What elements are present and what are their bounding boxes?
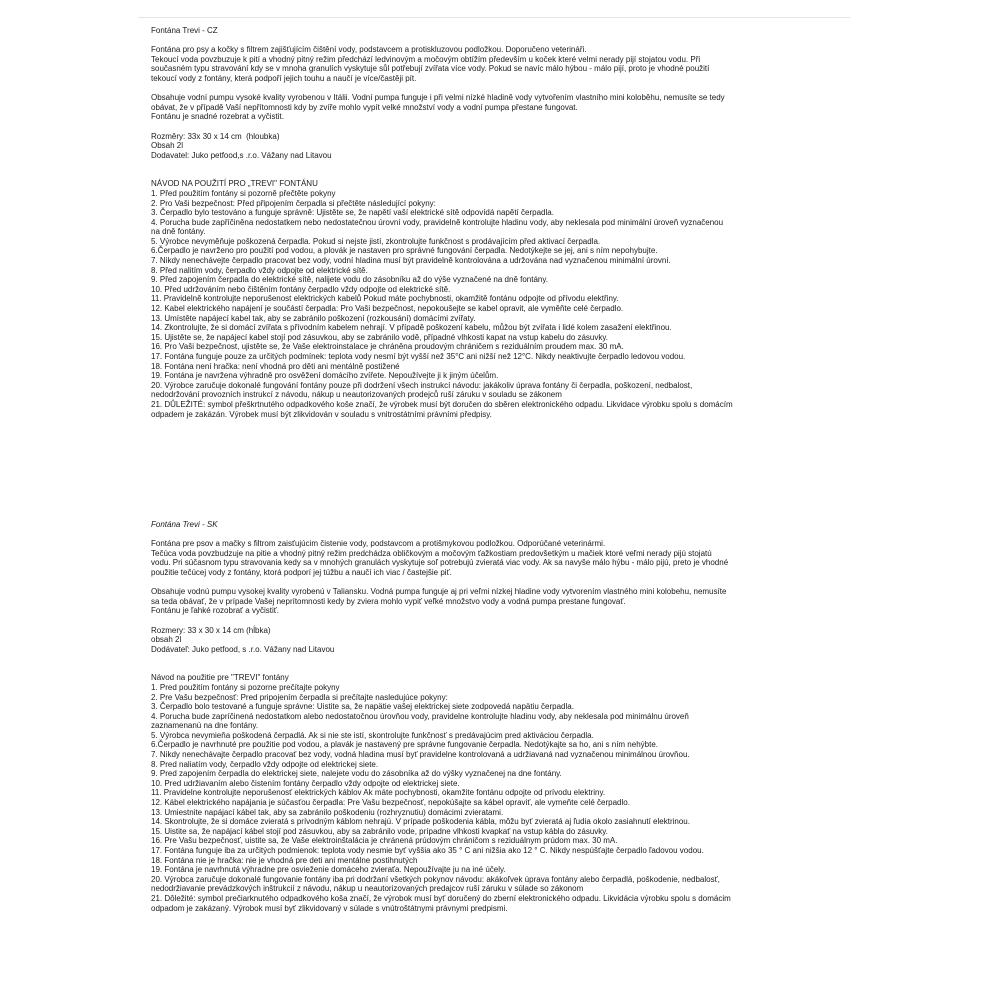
cz-title: Fontána Trevi - CZ [151,26,218,35]
list-item: 6.Čerpadlo je navrženo pro použití pod vodou, a plovák je nastaven pro správné fungování čerpadla. Nedotýkejte se jej, ani s ním nepohybujte. [151,246,658,256]
list-item: 21. Dôležité: symbol prečiarknutého odpadkového koša značí, že výrobok musí byť doručený do zberní elektronického odpadu. Likvidácia výrobku spolu s domácim [151,893,731,903]
list-item: nedodržiavanie prevádzkových inštrukcií z návodu, nákup u neautorizovaných predajcov ruší záruku v súlade so zákonom [151,884,584,894]
cz-manual [151,179,841,419]
list-item: 11. Pravidelně kontrolujte neporušenost elektrických kabelů Pokud máte pochybnosti, okamžitě fontánu odpojte od přívodu elektřiny. [151,294,619,304]
spacer [151,578,841,588]
text-line: Dodavatel: Juko petfood,s .r.o. Vážany nad Litavou [151,150,332,160]
list-item: zaznamenanú na dne fontány. [151,721,259,731]
list-item: 7. Nikdy nenechávejte čerpadlo pracovat bez vody, vodní hladina musí být pravidelně kontrolována a udržována nad vyznačenou minimální úrovní. [151,256,671,266]
sk-pump [151,587,841,616]
list-item: 1. Pred použitím fontány si pozorne prečítajte pokyny [151,682,340,692]
cz-pump [151,93,841,122]
list-item: 21. DŮLEŽITÉ: symbol přeškrtnutého odpadkového koše značí, že výrobek musí být doručen do sběren elektronického odpadu. Likvidace výrobku spolu s domácím [151,399,733,409]
list-item: 14. Skontrolujte, že si domáce zvieratá s prívodným káblom nehrajú. V prípade poškodenia kábla, môžu byť zvieratá aj ľudia okolo zasiahnutí elektrinou. [151,817,690,827]
list-item: 18. Fontána nie je hračka: nie je vhodná pre deti ani mentálne postihnutých [151,855,418,865]
list-item: 9. Před zapojením čerpadla do elektrické sítě, nalijete vodu do zásobníku až do výše vyznačené na dně fontány. [151,275,548,285]
list-item: 10. Pred udržiavaním alebo čistením fontány čerpadlo vždy odpojte od elektrickej siete. [151,778,460,788]
list-item: 16. Pre Vašu bezpečnosť, uistite sa, že Vaše elektroinštalácia je chránená prúdovým chráničom s reziduálnym prúdom max. 30 mA. [151,836,618,846]
text-line: vodu. Pri súčasnom typu stravovania kedy sa v mnohých granulách vyskytuje soľ potrebujú zvieratá viac vody. Ak sa navyše málo hýbu - málo pijú, preto je vhodné [151,558,729,568]
list-item: 20. Výrobca zaručuje dokonalé fungovanie fontány iba pri dodržaní všetkých pokynov návodu: akákoľvek úprava fontány alebo čerpadlá, poškodenie, nedbalosť, [151,874,720,884]
list-item: 10. Před udržováním nebo čištěním fontány čerpadlo vždy odpojte od elektrické sítě. [151,284,451,294]
list-item: 17. Fontána funguje iba za určitých podmienok: teplota vody nesmie byť vyššia ako 35 ° C ani nižšia ako 12 ° C. Nikdy nespúšťajte čerpadlo ľadovou vodou. [151,846,704,855]
section-cz [151,26,841,419]
sk-manual-title: Návod na použitie pre "TREVI" fontány [151,673,289,683]
cz-manual-title: NÁVOD NA POUŽITÍ PRO „TREVI" FONTÁNU [151,179,318,189]
list-item: 19. Fontána je navržena výhradně pro osvěžení domácího zvířete. Nepoužívejte ji k jiným účelům. [151,371,499,381]
list-item: 8. Před nalitím vody, čerpadlo vždy odpojte od elektrické sítě. [151,265,368,275]
spacer [151,84,841,94]
list-item: 18. Fontána není hračka: není vhodná pro děti ani mentálně postižené [151,361,400,371]
list-item: 4. Porucha bude zapríčinená nedostatkom alebo nedostatočnou úrovňou vody, pravidelne kontrolujte hladinu vody, aby neklesala pod minimálnu úroveň [151,711,689,721]
list-item: 15. Uistite sa, že napájací kábel stojí pod zásuvkou, aby sa zabránilo vode, prípadne vlhkosti kvapkať na vstup kábla do zásuvky. [151,826,608,836]
list-item: 3. Čerpadlo bolo testované a funguje správne: Uistite sa, že napätie vašej elektrickej siete zodpovedá napätiu čerpadla. [151,702,574,712]
text-line: Fontána pro psy a kočky s filtrem zajišťujícím čištění vody, podstavcem a protiskluzovou podložkou. Doporučeno veterináři. [151,45,587,55]
list-item: na dně fontány. [151,227,206,237]
list-item: nedodržování provozních instrukcí z návodu, nákup u neautorizovaných prodejců ruší záruku v souladu se zákonem [151,390,562,400]
list-item: 5. Výrobca nevymieňa poškodená čerpadlá. Ak si nie ste istí, skontrolujte funkčnosť s predávajúcim pred aktiváciou čerpadla. [151,730,594,740]
spacer [151,654,841,673]
text-line: Rozměry: 33x 30 x 14 cm (hloubka) [151,131,280,141]
text-line: Obsahuje vodnú pumpu vysokej kvality vyrobenú v Taliansku. Vodná pumpa funguje aj pri veľmi nízkej hladine vody vytvorením vlastného mini kolobehu, nemusíte [151,587,727,597]
cz-specs [151,132,841,161]
spacer [151,160,841,179]
list-item: 1. Před použitím fontány si pozorně přečtěte pokyny [151,188,336,198]
text-line: Tekoucí voda povzbuzuje k pití a vhodný pitný režim předchází ledvinovým a močovým obtížím především u koček které velmi nerady pijí stojatou vodu. Při [151,54,701,64]
text-line: Fontána pre psov a mačky s filtrom zaisťujúcim čistenie vody, podstavcom a protišmykovou podložkou. Odporúčané veterinármi. [151,539,606,549]
list-item: 17. Fontána funguje pouze za určitých podmínek: teplota vody nesmí být vyšší než 35°C ani nižší než 12°C. Nikdy neaktivujte čerpadlo ledovou vodou. [151,352,686,361]
spacer [151,530,841,540]
list-item: 13. Umiestnite napájací kábel tak, aby sa zabránilo poškodeniu (rozhryznutiu) domácimi zvieratami. [151,807,504,817]
text-line: obávat, že v případě Vaší nepřítomnosti kdy by zvíře mohlo vypít velké množství vody a vodní pumpa přestane fungovat. [151,102,578,112]
sk-manual [151,673,841,913]
text-line: Rozmery: 33 x 30 x 14 cm (hĺbka) [151,625,271,635]
spacer [151,36,841,46]
list-item: 15. Ujistěte se, že napájecí kabel stojí pod zásuvkou, aby se zabránilo vodě, případné vlhkosti kapat na vstup kabelu do zásuvky. [151,332,609,342]
list-item: 16. Pro Vaši bezpečnost, ujistěte se, že Vaše elektroinstalace je chráněna proudovým chráničem s reziduálním proudem max. 30 mA. [151,342,624,352]
list-item: 14. Zkontrolujte, že si domácí zvířata s přívodním kabelem nehrají. V případě poškození kabelu, můžou být zvířata i lidé kolem zasažení elektřinou. [151,323,672,333]
list-item: 2. Pro Vaši bezpečnost: Před připojením čerpadla si přečtěte následující pokyny: [151,198,436,208]
sk-title: Fontána Trevi - SK [151,520,218,529]
list-item: 2. Pre Vašu bezpečnosť: Pred pripojením čerpadla si prečítajte nasledujúce pokyny: [151,692,448,702]
list-item: 7. Nikdy nenechávajte čerpadlo pracovať bez vody, vodná hladina musí byť pravidelne kontrolovaná a udržiavaná nad vyznačenou minimálnou úrovňou. [151,750,690,760]
list-item: 4. Porucha bude zapříčiněna nedostatkem nebo nedostatečnou úrovní vody, pravidelně kontrolujte hladinu vody, aby neklesala pod minimální úroveň vyznačenou [151,217,724,227]
list-item: 11. Pravidelne kontrolujte neporušenosť elektrických káblov Ak máte pochybnosti, okamžite fontánu odpojte od prívodu elektriny. [151,788,606,798]
list-item: 6.Čerpadlo je navrhnuté pre použitie pod vodou, a plavák je nastavený pre správne fungovanie čerpadla. Nedotýkajte sa ho, ani s ním nehýbte. [151,740,658,750]
text-line: sa teda obávať, že v prípade Vašej neprítomnosti kedy by zviera mohlo vypiť veľké množstvo vody a vodná pumpa prestane fungovať. [151,596,626,606]
text-line: Fontánu je snadné rozebrat a vyčistit. [151,112,284,122]
list-item: 9. Pred zapojením čerpadla do elektrickej siete, nalejete vodu do zásobníka až do výšky vyznačenej na dne fontány. [151,769,562,779]
list-item: 12. Kábel elektrického napájania je súčasťou čerpadla: Pre Vašu bezpečnosť, nepokúšajte sa kábel opraviť, ale vymeňte celé čerpadlo. [151,798,630,808]
text-line: tekoucí vody z fontány, která podpoří jejich touhu a naučí je více/častěji pít. [151,73,417,83]
sk-specs [151,626,841,655]
spacer [151,122,841,132]
list-item: odpadom je zakázaný. Výrobok musí byť zlikvidovaný v súlade s vnútroštátnymi právnymi predpismi. [151,903,508,913]
spacer [151,616,841,626]
sk-intro [151,539,841,577]
text-line: Obsah 2l [151,141,184,151]
list-item: 3. Čerpadlo bylo testováno a funguje správně: Ujistěte se, že napětí vaší elektrické sítě odpovídá napětí čerpadla. [151,208,554,218]
text-line: Fontánu je ľahké rozobrať a vyčistiť. [151,606,279,616]
list-item: 13. Umístěte napájecí kabel tak, aby se zabránilo poškození (rozkousání) domácími zvířaty. [151,313,476,323]
cz-intro [151,45,841,83]
list-item: odpadem je zakázán. Výrobek musí být zlikvidován v souladu s vnitrostátními právními předpisy. [151,409,492,419]
list-item: 12. Kabel elektrického napájení je součástí čerpadla: Pro Vaši bezpečnost, nepokoušejte se kabel opravit, ale vyměňte celé čerpadlo. [151,304,624,314]
text-line: současném typu stravování kdy se v mnoha granulích vyskytuje sůl potřebují zvířata více vody. Pokud se navíc málo hýbou - málo pijí, proto je vhodné použití [151,64,710,74]
list-item: 5. Výrobce nevyměňuje poškozená čerpadla. Pokud si nejste jistí, zkontrolujte funkčnost s prodávajícím před aktivací čerpadla. [151,236,601,246]
page-top-border [138,17,850,18]
list-item: 19. Fontána je navrhnutá výhradne pre osvieženie domáceho zvieraťa. Nepoužívajte ju na iné účely. [151,865,506,875]
list-item: 20. Výrobce zaručuje dokonalé fungování fontány pouze při dodržení všech instrukcí návodu: jakákoliv úprava fontány či čerpadla, poškození, nedbalost, [151,380,693,390]
list-item: 8. Pred naliatím vody, čerpadlo vždy odpojte od elektrickej siete. [151,759,379,769]
text-line: Dodávateľ: Juko petfood, s .r.o. Vážany nad Litavou [151,644,335,654]
text-line: Obsahuje vodní pumpu vysoké kvality vyrobenou v Itálii. Vodní pumpa funguje i při velmi nízké hladině vody vytvořením vlastního mini koloběhu, nemusíte se tedy [151,93,725,103]
text-line: Tečúca voda povzbudzuje na pitie a vhodný pitný režim predchádza obličkovým a močovým ťažkostiam predovšetkým u mačiek ktoré veľmi nerady pijú stojatú [151,548,712,558]
text-line: obsah 2l [151,635,182,645]
section-sk [151,520,841,913]
text-line: použitie tečúcej vody z fontány, ktorá podporí jej túžbu a naučí ich viac / častejšie piť. [151,567,452,577]
